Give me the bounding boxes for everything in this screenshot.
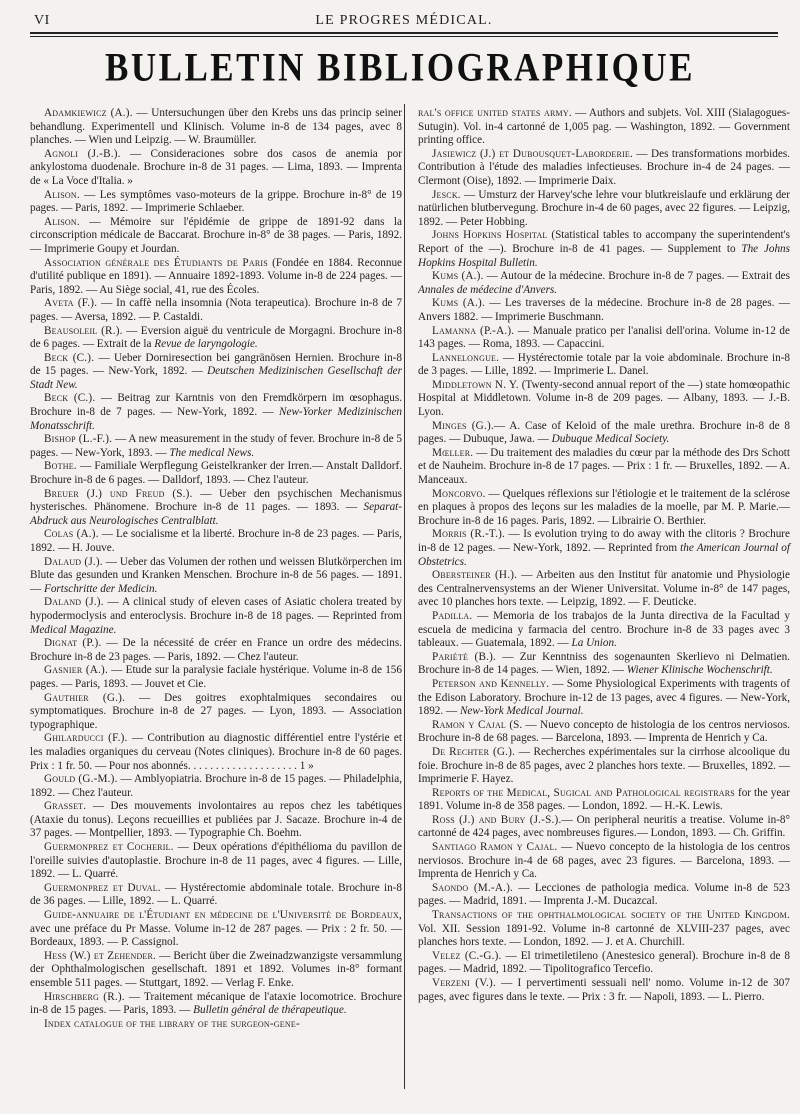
entry-text: — Autour de la médecine. Brochure in-8 de 7 pages. — Extrait des	[483, 270, 791, 283]
bibliography-entry	[418, 569, 790, 610]
bibliography-entry	[418, 678, 790, 719]
left-column	[30, 107, 402, 1031]
bibliography-entry	[418, 325, 790, 352]
entry-source: the American Journal of Obstetrics.	[418, 542, 790, 568]
entry-author: Guermonprez et Cocheril.	[44, 841, 174, 854]
entry-author: Jesck.	[432, 188, 461, 201]
bibliography-entry	[30, 460, 402, 487]
bibliography-entry	[30, 732, 402, 773]
entry-text: (Twenty-second annual report of the —) state homœopathic Hospital at Middletown. Volume in-8 de 209 pages. — Albany, 1893. — J.-B. Lyon.	[418, 378, 790, 419]
entry-author: Dalaud (J.).	[44, 555, 103, 568]
bibliography-entry	[30, 1018, 402, 1032]
bibliography-entry	[418, 719, 790, 746]
entry-text: — Quelques réflexions sur l'étiologie et le traitement de la sclérose en plaques à propos des leçons sur les maladies de la moelle, par M. P. Marie.— Brochure in-8 de 16 pages. Paris, 1892. — Librairie O. Berthier.	[418, 487, 790, 527]
bibliography-entry	[30, 433, 402, 460]
entry-text: — Deux opérations d'épithélioma du pavillon de l'oreille suivies d'autoplastie. Brochure in-8 de 11 pages, avec 4 figures. — Lille, 1892. — L. Quarré.	[30, 841, 402, 881]
entry-source: New-Yorker Medizinischen Monatsschrift.	[30, 406, 402, 432]
entry-author: Reports of the Medical, Sugical and Pathological registrars	[432, 786, 735, 799]
entry-text: avec une préface du Pr Masse. Volume in-12 de 287 pages. — Prix : 2 fr. 50. — Bordeaux, 1893. — P. Cassignol.	[30, 922, 402, 949]
header-rule-thick	[30, 32, 778, 34]
entry-text: — A new measurement in the study of fever. Brochure in-8 de 5 pages. — New-York, 1893. —	[30, 433, 403, 459]
bibliography-entry	[30, 950, 402, 991]
entry-author: Lannelongue.	[432, 351, 500, 364]
entry-author: Transactions of the ophthalmological society of the United Kingdom.	[432, 909, 790, 922]
entry-text: — I pervertimenti sessuali nell' nomo. Volume in-12 de 307 pages, avec figures dans le texte. — Prix : 3 fr. — Napoli, 1893. — L. Pierro.	[418, 977, 790, 1003]
entry-author: Ross (J.) and Bury (J.-S.).	[432, 813, 562, 826]
entry-author: Guermonprez et Duval.	[44, 881, 161, 894]
entry-text: — Amblyopiatria. Brochure in-8 de 15 pages. — Philadelphia, 1892. — Chez l'auteur.	[30, 773, 402, 799]
entry-author: Verzeni (V.).	[432, 977, 496, 989]
bibliography-entry	[30, 488, 402, 529]
entry-text: (Statistical tables to accompany the superintendent's Report of the —). Brochure in-8 de 41 pages. — Supplement to	[418, 229, 791, 255]
entry-author: Dignat (P.).	[44, 637, 102, 650]
bibliography-entry	[30, 216, 402, 257]
entry-author: Hirschberg (R.).	[44, 990, 125, 1003]
bibliography-entry	[30, 148, 402, 189]
bibliography-entry	[418, 148, 790, 189]
entry-author: Adamkiewicz (A.).	[44, 107, 133, 119]
entry-author: Lamanna (P.-A.).	[432, 324, 515, 337]
bibliography-entry	[418, 189, 790, 230]
entry-text: — Hystérectomie abdominale totale. Brochure in-8 de 36 pages. — Lille, 1892. — L. Quarré.	[30, 881, 402, 908]
entry-text: — Des mouvements involontaires au repos chez les tabétiques (Ataxie du tonus). Leçons recueillies et publiées par J. Sacaze. Brochure in-4 de 37 pages. — Montpellier, 1893. — Typographie Ch. Boehm.	[30, 800, 402, 840]
entry-author: Jasiewicz (J.) et Dubousquet-Laborderie.	[432, 147, 633, 160]
entry-source: Dubuque Medical Society.	[551, 433, 670, 446]
running-title: LE PROGRES MÉDICAL.	[315, 13, 493, 28]
entry-text: (S. — Nuevo concepto de histologia de los centros nerviosos. Brochure in-8 de 68 pages. — Barcelona, 1893. — Imprenta de Henrich y Ca.	[418, 718, 790, 745]
entry-text: — Some Physiological Experiments with tragents of the Edison Laboratory. Brochure in-12 de 13 pages, avec 4 figures. — New-York, 1892. —	[418, 677, 790, 718]
bibliography-entry	[418, 841, 790, 882]
entry-text: — Des transformations morbides. Contribution à l'étude des maladies infectieuses. Brochure in-4 de 24 pages. — Clermont (Oise), 1892. — Imprimerie Daix.	[418, 147, 790, 187]
entry-source: Wiener Klinische Wochenschrift.	[626, 664, 773, 677]
entry-text: — Ueber Dorniresection bei gangränösen Hernien. Brochure in-8 de 15 pages. — New-York, 1892. —	[30, 351, 402, 378]
bibliography-entry	[30, 800, 402, 841]
entry-author: Beausoleil (R.).	[44, 324, 123, 337]
entry-author: Johns Hopkins Hospital	[432, 229, 548, 242]
entry-text: — Umsturz der Harvey'sche lehre vour blutkreislaufe und erklärung der natürlichen blutbervegung. Brochure in-4 de 60 pages, avec 22 figures. — Leipzig, 1892. — Peter Hobbing.	[418, 188, 790, 228]
entry-text: — Etude sur la paralysie faciale hystérique. Volume in-8 de 156 pages. — Paris, 1893. — Jouvet et Cie.	[30, 664, 402, 690]
entry-text: — Lecciones de pathologia medica. Volume in-8 de 523 pages. — Madrid, 1891. — Imprenta J.-M. Ducazcal.	[418, 881, 790, 908]
bibliography-entry	[418, 297, 790, 324]
entry-author: Hess (W.) et Zehender.	[44, 949, 157, 962]
entry-author: Bothe.	[44, 460, 77, 473]
bibliography-entry	[30, 556, 402, 597]
bibliography-entry	[418, 379, 790, 420]
entry-author: Beck (C.).	[44, 351, 95, 364]
entry-author: Morris (R.-T.).	[432, 528, 506, 541]
entry-author: Gauthier (G.).	[44, 691, 126, 704]
bibliography-entry	[30, 664, 402, 691]
column-divider	[404, 104, 405, 1089]
entry-text: — Eversion aiguë du ventricule de Morgagni. Brochure in-8 de 6 pages. — Extrait de la	[30, 324, 402, 351]
bulletin-title: BULLETIN BIBLIOGRAPHIQUE	[105, 45, 695, 90]
entry-author: Peterson and Kennelly.	[432, 677, 550, 690]
bibliography-entry	[30, 325, 402, 352]
right-column	[418, 107, 790, 1004]
entry-author: Moncorvo.	[432, 487, 486, 500]
entry-text: — Memoria de los trabajos de la Junta directiva de la Facultad y escuela de medicina y farmacia del centro. Brochure in-8 de 33 pages avec 3 tableaux. — Guatemala, 1892. —	[418, 609, 790, 650]
entry-author: Velez (C.-G.).	[432, 949, 502, 962]
bibliography-entry	[30, 841, 402, 882]
bibliography-entry	[30, 107, 402, 148]
bibliography-entry	[30, 596, 402, 637]
entry-author: Minges (G.).	[432, 419, 494, 432]
entry-text: — Manuale pratico per l'analisi dell'orina. Volume in-12 de 143 pages. — Roma, 1893. — Capaccini.	[418, 324, 790, 351]
bibliography-entry	[30, 392, 402, 433]
bibliography-entry	[418, 977, 790, 1004]
entry-text: — Familiale Werpflegung Geistelkranker der Irren.— Anstalt Dalldorf. Brochure in-8 de 6 pages. — Dalldorf, 1893. — Chez l'auteur.	[30, 460, 402, 487]
entry-author: Middletown N. Y.	[432, 378, 519, 391]
entry-text: — Recherches expérimentales sur la cirrhose alcoolique du foie. Brochure in-8 de 85 pages, avec 2 planches hors texte. — Bruxelles, 1892. — Imprimerie F. Hayez.	[418, 745, 790, 786]
entry-author: Agnoli (J.-B.).	[44, 147, 121, 160]
entry-source: Deutschen Medizinischen Gesellschaft der Stadt New.	[30, 365, 402, 391]
entry-text: — De la nécessité de créer en France un ordre des médecins. Brochure in-8 de 23 pages. — Paris, 1892. — Chez l'auteur.	[30, 637, 402, 663]
entry-text: — Nuevo concepto de la histologia de los centros nerviosos. Brochure in-4 de 68 pages, avec 23 figures. — Barcelona, 1893. — Imprenta de Henrich y Ca.	[418, 841, 790, 881]
entry-author: Index catalogue of the library of the surgeon-gene-	[44, 1017, 300, 1030]
bibliography-entry	[30, 909, 402, 950]
entry-text: (Fondée en 1884. Reconnue d'utilité publique en 1891). — Annuaire 1892-1893. Volume in-8 de 224 pages. — Paris, 1892. — Au Siège social, 41, rue des Écoles.	[30, 256, 402, 296]
bibliography-entry	[418, 814, 790, 841]
entry-author: Alison.	[44, 188, 80, 201]
entry-text: — Des goitres exophtalmiques secondaires ou symptomatiques. Brochure in-8 de 27 pages. — Lyon, 1893. — Association typographique.	[30, 691, 403, 731]
bibliography-entry	[418, 950, 790, 977]
entry-text: — Bericht über die Zweinadzwanzigste versammlung der Ophthalmologischen gesellschaft. 1891 et 1892. Volumes in-8° formant ensemble 511 pages. — Stuttgart, 1892. — Verlag F. Enke.	[30, 949, 402, 989]
bibliography-entry	[418, 882, 790, 909]
entry-source: The medical News.	[169, 446, 255, 459]
bibliography-entry	[30, 528, 402, 555]
entry-text: — Ueber den psychischen Mechanismus hysterisches. Phänomene. Brochure in-8 de 11 pages. — 1893. —	[30, 487, 402, 514]
entry-author: Kums (A.).	[432, 270, 484, 283]
entry-text: — Les symptômes vaso-moteurs de la grippe. Brochure in-8° de 19 pages. — Paris, 1892. — Imprimerie Schlaeber.	[30, 188, 402, 215]
entry-source: The Johns Hopkins Hospital Bulletin.	[418, 242, 790, 269]
bibliography-entry	[30, 189, 402, 216]
entry-author: Gould (G.-M.).	[44, 773, 118, 786]
entry-author: Mœller.	[432, 446, 474, 459]
entry-text: — Hystérectomie totale par la voie abdominale. Brochure in-8 de 3 pages. — Lille, 1892. — Imprimerie L. Danel.	[418, 351, 790, 378]
entry-text: — Arbeiten aus den Institut für anatomie und Physiologie des Centralnervensystems an der Wiener Universitat. Volume in-8° de 147 pages, avec 10 planches hors texte. — Leipzig, 1892. — F. Deuticke.	[418, 569, 790, 609]
entry-author: Guide-annuaire de l'Étudiant en médecine de l'Université de Bordeaux,	[44, 909, 402, 922]
bibliography-entry	[418, 787, 790, 814]
entry-text: — Ueber das Volumen der rothen und weissen Blutkörperchen im Blute das gesunden und Kranken Menschen. Brochure in-8 de 56 pages. — 1891. —	[30, 555, 403, 595]
entry-source: Revue de laryngologie.	[154, 338, 258, 351]
entry-text: — On peripheral neuritis a treatise. Volume in-8° cartonné de 424 pages, avec nombreuses figures.— London, 1893. — Ch. Griffin.	[418, 813, 790, 840]
entry-author: Association générale des Étudiants de Paris	[44, 256, 268, 269]
entry-text: — Consideraciones sobre dos casos de anemia por ankylostoma duodenale. Brochure in-8 de 31 pages. — Lima, 1893. — Imprenta de « La Voce d'Italia. »	[30, 147, 402, 187]
entry-text: — Traitement mécanique de l'ataxie locomotrice. Brochure in-8 de 15 pages. — Paris, 1893. —	[30, 990, 402, 1017]
bibliography-entry	[30, 297, 402, 324]
entry-source: Fortschritte der Medicin.	[43, 582, 158, 595]
bibliography-entry	[30, 257, 402, 298]
bibliography-entry	[418, 909, 790, 950]
bibliography-entry	[418, 746, 790, 787]
entry-author: Alison.	[44, 215, 80, 228]
entry-text: — Zur Kenntniss des sogenaunten Skerlievo ni Delmatien. Brochure in-8 de 14 pages. — Wien, 1892. —	[418, 650, 790, 677]
entry-source: New-York Medical Journal.	[459, 705, 584, 718]
entry-author: Gasnier (A.).	[44, 664, 108, 677]
entry-author: Padilla.	[432, 609, 473, 622]
entry-author: De Rechter (G.).	[432, 745, 516, 758]
entry-text: — El trimetiletileno (Anestesico general). Brochure in-8 de 8 pages. — Madrid, 1892. — Tipolitografico Tercefio.	[418, 949, 790, 976]
entry-author: Daland (J.).	[44, 596, 104, 609]
page-header	[34, 12, 774, 32]
entry-author: Breuer (J.) und Freud (S.).	[44, 487, 193, 500]
entry-author: Pariété (B.).	[432, 650, 497, 663]
entry-author: Kums (A.).	[432, 297, 485, 310]
entry-text: — Authors and subjets. Vol. XIII (Sialagogues-Sutugin). Vol. in-4 cartonné de 1,005 pag. — Washington, 1892. — Government printing office.	[418, 107, 790, 147]
entry-text: Vol. XII. Session 1891-92. Volume in-8 cartonné de XLVIII-237 pages, avec planches hors texte. — London, 1892. — J. et A. Churchill.	[418, 922, 790, 949]
entry-text: — A clinical study of eleven cases of Asiatic cholera treated by hypodermoclysis and enteroclysis. Brochure in-8 de 18 pages. — Reprinted from	[30, 596, 402, 622]
bibliography-entry	[418, 420, 790, 447]
entry-text: — Beitrag zur Karntnis von den Fremdkörpern im œsophagus. Brochure in-8 de 7 pages. — New-York, 1892. —	[30, 392, 402, 419]
entry-author: Saondo (M.-A.).	[432, 881, 514, 894]
bibliography-entry	[418, 447, 790, 488]
bibliography-entry	[418, 229, 790, 270]
entry-text: — Les traverses de la médecine. Brochure in-8 de 28 pages. — Anvers 1882. — Imprimerie Buschmann.	[418, 297, 790, 323]
entry-author: Ghilarducci (F.).	[44, 732, 128, 745]
entry-text: — Is evolution trying to do away with the clitoris ? Brochure in-8 de 12 pages. — New-York, 1892. — Reprinted from	[418, 528, 790, 554]
bibliography-entry	[418, 610, 790, 651]
entry-author: Aveta (F.).	[44, 297, 98, 310]
entry-text: — In caffè nella insomnia (Nota terapeutica). Brochure in-8 de 7 pages. — Aversa, 1892. — P. Castaldi.	[30, 297, 402, 323]
entry-source: Medical Magazine.	[30, 623, 117, 636]
bibliography-entry	[30, 991, 402, 1018]
entry-author: ral's office united states army.	[418, 107, 572, 119]
entry-author: Ramon y Cajal	[432, 718, 507, 731]
bibliography-entry	[30, 882, 402, 909]
entry-source: Annales de médecine d'Anvers.	[418, 283, 558, 296]
bibliography-entry	[418, 270, 790, 297]
entry-text: — Untersuchungen über den Krebs uns das princip seiner behandlung. Experimentell und Klinisch. Volume in-8 de 134 pages, avec 8 planches. — Wien und Leipzig. — W. Braumüller.	[30, 107, 402, 147]
entry-text: for the year 1891. Volume in-8 de 358 pages. — London, 1892. — H.-K. Lewis.	[418, 786, 791, 813]
entry-source: La Union.	[571, 637, 617, 650]
entry-text: — Le socialisme et la liberté. Brochure in-8 de 23 pages. — Paris, 1892. — H. Jouve.	[30, 528, 402, 554]
bibliography-entry	[30, 773, 402, 800]
entry-text: — Mémoire sur l'épidémie de grippe de 1891-92 dans la circonscription médicale de Baccarat. Brochure in-8° de 38 pages. — Paris, 1892. — Imprimerie Goupy et Jourdan.	[30, 215, 402, 255]
entry-author: Colas (A.).	[44, 528, 99, 541]
bibliography-entry	[418, 528, 790, 569]
bibliography-entry	[418, 488, 790, 529]
entry-author: Beck (C.).	[44, 392, 96, 405]
bibliography-entry	[30, 637, 402, 664]
bibliography-entry	[418, 352, 790, 379]
entry-source: Separat-Abdruck aus Neurologisches Centralblatt.	[30, 501, 402, 527]
bibliography-entry	[418, 651, 790, 678]
bibliography-entry	[30, 692, 402, 733]
entry-text: — Du traitement des maladies du cœur par la méthode des Drs Schott et de Nauheim. Brochure in-8 de 17 pages. — Prix : 1 fr. — Bruxelles, 1892. — A. Manceaux.	[418, 446, 790, 487]
entry-source: Bulletin général de thérapeutique.	[193, 1004, 347, 1017]
entry-text: — A. Case of Keloid of the male urethra. Brochure in-8 de 8 pages. — Dubuque, Jawa. —	[418, 419, 790, 446]
bibliography-entry	[418, 107, 790, 148]
entry-author: Bishop (L.-F.).	[44, 433, 113, 446]
page-number: VI	[34, 13, 50, 28]
entry-author: Grasset.	[44, 800, 87, 813]
bibliography-entry	[30, 352, 402, 393]
header-rule-thin	[30, 36, 778, 37]
entry-text: — Contribution au diagnostic différentiel entre l'ystérie et les maladies organiques du cerveau (Notes cliniques). Brochure in-8 de 60 pages. Prix : 1 fr. 50. — Pour nos abonnés. . . . . . . . . . . . . . . . . . . . 1 »	[30, 732, 402, 772]
entry-author: Obersteiner (H.).	[432, 569, 518, 582]
entry-author: Santiago Ramon y Cajal.	[432, 841, 558, 854]
